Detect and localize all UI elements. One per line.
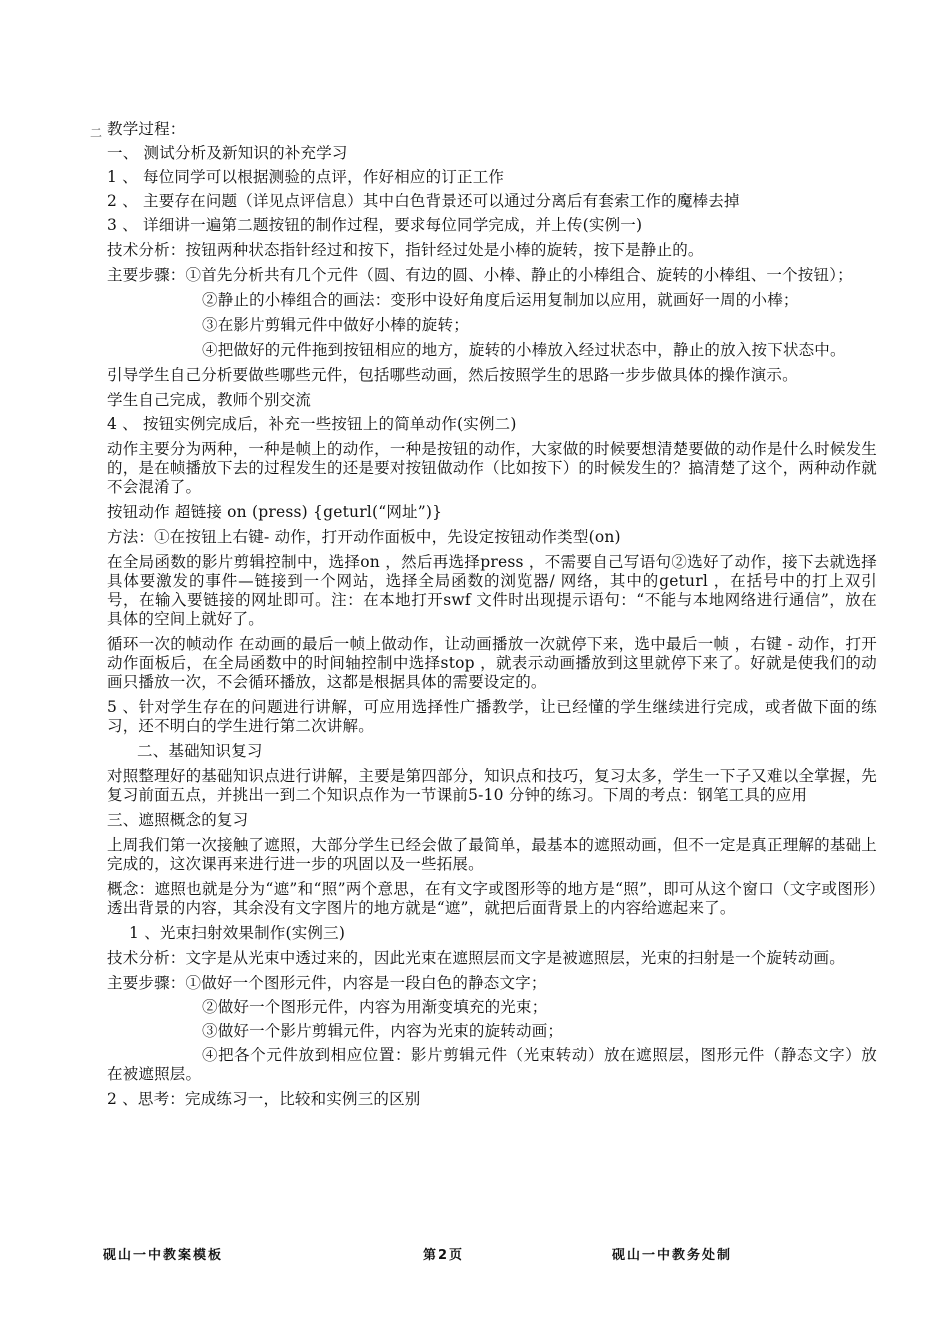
footer-office: 砚山一中教务处制 bbox=[612, 1248, 733, 1263]
section-heading-2: 二、基础知识复习 bbox=[137, 742, 263, 760]
paragraph: 5 、针对学生存在的问题进行讲解，可应用选择性广播教学，让已经懂的学生继续进行完成，或者做下面的练习，还不明白的学生进行第二次讲解。 bbox=[107, 698, 877, 735]
section-heading-1: 一、 测试分析及新知识的补充学习 bbox=[107, 144, 348, 162]
list-item: 2 、思考：完成练习一，比较和实例三的区别 bbox=[107, 1090, 421, 1108]
paragraph: 在全局函数的影片剪辑控制中，选择on ，然后再选择press ，不需要自己写语句②选好了动作，接下去就选择具体要激发的事件—链接到一个网站，选择全局函数的浏览器/ 网络，其中的geturl ，在括号中的打上双引号，在输入要链接的网址即可。注：在本地打开swf 文件时出现提示语句：“不能与本地网络进行通信”，放在具体的空间上就好了。 bbox=[107, 553, 877, 628]
heading-teaching-process: 教学过程： bbox=[107, 120, 186, 138]
paragraph: 概念：遮照也就是分为“遮”和“照”两个意思，在有文字或图形等的地方是“照”，即可从这个窗口（文字或图形）透出背景的内容，其余没有文字图片的地方就是“遮”，就把后面背景上的内容给遮起来了。 bbox=[107, 880, 877, 917]
margin-mark: 二 bbox=[90, 126, 103, 140]
paragraph: 主要步骤：①做好一个图形元件，内容是一段白色的静态文字； bbox=[107, 974, 547, 992]
list-item: 2 、 主要存在问题（详见点评信息）其中白色背景还可以通过分离后有套索工作的魔棒去掉 bbox=[107, 192, 740, 210]
paragraph: 按钮动作 超链接 on (press) {geturl(“网址”)} bbox=[107, 503, 443, 521]
paragraph: 学生自己完成，教师个别交流 bbox=[107, 391, 312, 409]
paragraph: 动作主要分为两种，一种是帧上的动作，一种是按钮的动作，大家做的时候要想清楚要做的动作是什么时候发生的，是在帧播放下去的过程发生的还是要对按钮做动作（比如按下）的时候发生的？搞清楚了这个，两种动作就不会混淆了。 bbox=[107, 440, 877, 496]
step-item: ②静止的小棒组合的画法：变形中设好角度后运用复制加以应用，就画好一周的小棒； bbox=[202, 291, 799, 309]
step-item: ②做好一个图形元件，内容为用渐变填充的光束； bbox=[202, 998, 548, 1016]
step-item: ③做好一个影片剪辑元件，内容为光束的旋转动画； bbox=[202, 1022, 564, 1040]
paragraph: 方法：①在按钮上右键- 动作，打开动作面板中，先设定按钮动作类型(on) bbox=[107, 528, 621, 546]
section-heading-3: 三、遮照概念的复习 bbox=[107, 811, 249, 829]
list-item: 1 、 每位同学可以根据测验的点评，作好相应的订正工作 bbox=[107, 168, 505, 186]
paragraph: 主要步骤：①首先分析共有几个元件（圆、有边的圆、小棒、静止的小棒组合、旋转的小棒组、一个按钮）； bbox=[107, 266, 853, 284]
paragraph: 上周我们第一次接触了遮照，大部分学生已经会做了最简单，最基本的遮照动画，但不一定是真正理解的基础上完成的，这次课再来进行进一步的巩固以及一些拓展。 bbox=[107, 836, 877, 873]
footer-school-template: 砚山一中教案模板 bbox=[103, 1248, 224, 1263]
paragraph: 技术分析：按钮两种状态指针经过和按下，指针经过处是小棒的旋转，按下是静止的。 bbox=[107, 241, 704, 259]
step-item: ④把做好的元件拖到按钮相应的地方，旋转的小棒放入经过状态中，静止的放入按下状态中。 bbox=[202, 341, 846, 359]
footer-page-number: 第2页 bbox=[423, 1248, 465, 1263]
paragraph: 对照整理好的基础知识点进行讲解，主要是第四部分，知识点和技巧，复习太多，学生一下子又难以全掌握，先复习前面五点，并挑出一到二个知识点作为一节课前5-10 分钟的练习。下周的考点：钢笔工具的应用 bbox=[107, 767, 877, 804]
list-item: 3 、 详细讲一遍第二题按钮的制作过程，要求每位同学完成，并上传(实例一) bbox=[107, 216, 643, 234]
page-footer bbox=[0, 1244, 950, 1262]
paragraph: 循环一次的帧动作 在动画的最后一帧上做动作，让动画播放一次就停下来，选中最后一帧 ，右键 - 动作，打开动作面板后，在全局函数中的时间轴控制中选择stop ，就表示动画播放到这里就停下来了。好就是使我们的动画只播放一次，不会循环播放，这都是根据具体的需要设定的。 bbox=[107, 635, 877, 691]
paragraph: 技术分析：文字是从光束中透过来的，因此光束在遮照层而文字是被遮照层，光束的扫射是一个旋转动画。 bbox=[107, 949, 845, 967]
paragraph: 引导学生自己分析要做些哪些元件，包括哪些动画，然后按照学生的思路一步步做具体的操作演示。 bbox=[107, 366, 798, 384]
step-item: ④把各个元件放到相应位置：影片剪辑元件（光束转动）放在遮照层，图形元件（静态文字）放在被遮照层。 bbox=[107, 1046, 877, 1083]
list-item: 4 、 按钮实例完成后，补充一些按钮上的简单动作(实例二) bbox=[107, 415, 517, 433]
step-item: ③在影片剪辑元件中做好小棒的旋转； bbox=[202, 316, 469, 334]
list-item: 1 、光束扫射效果制作(实例三) bbox=[129, 924, 346, 942]
document-body bbox=[107, 120, 877, 1109]
